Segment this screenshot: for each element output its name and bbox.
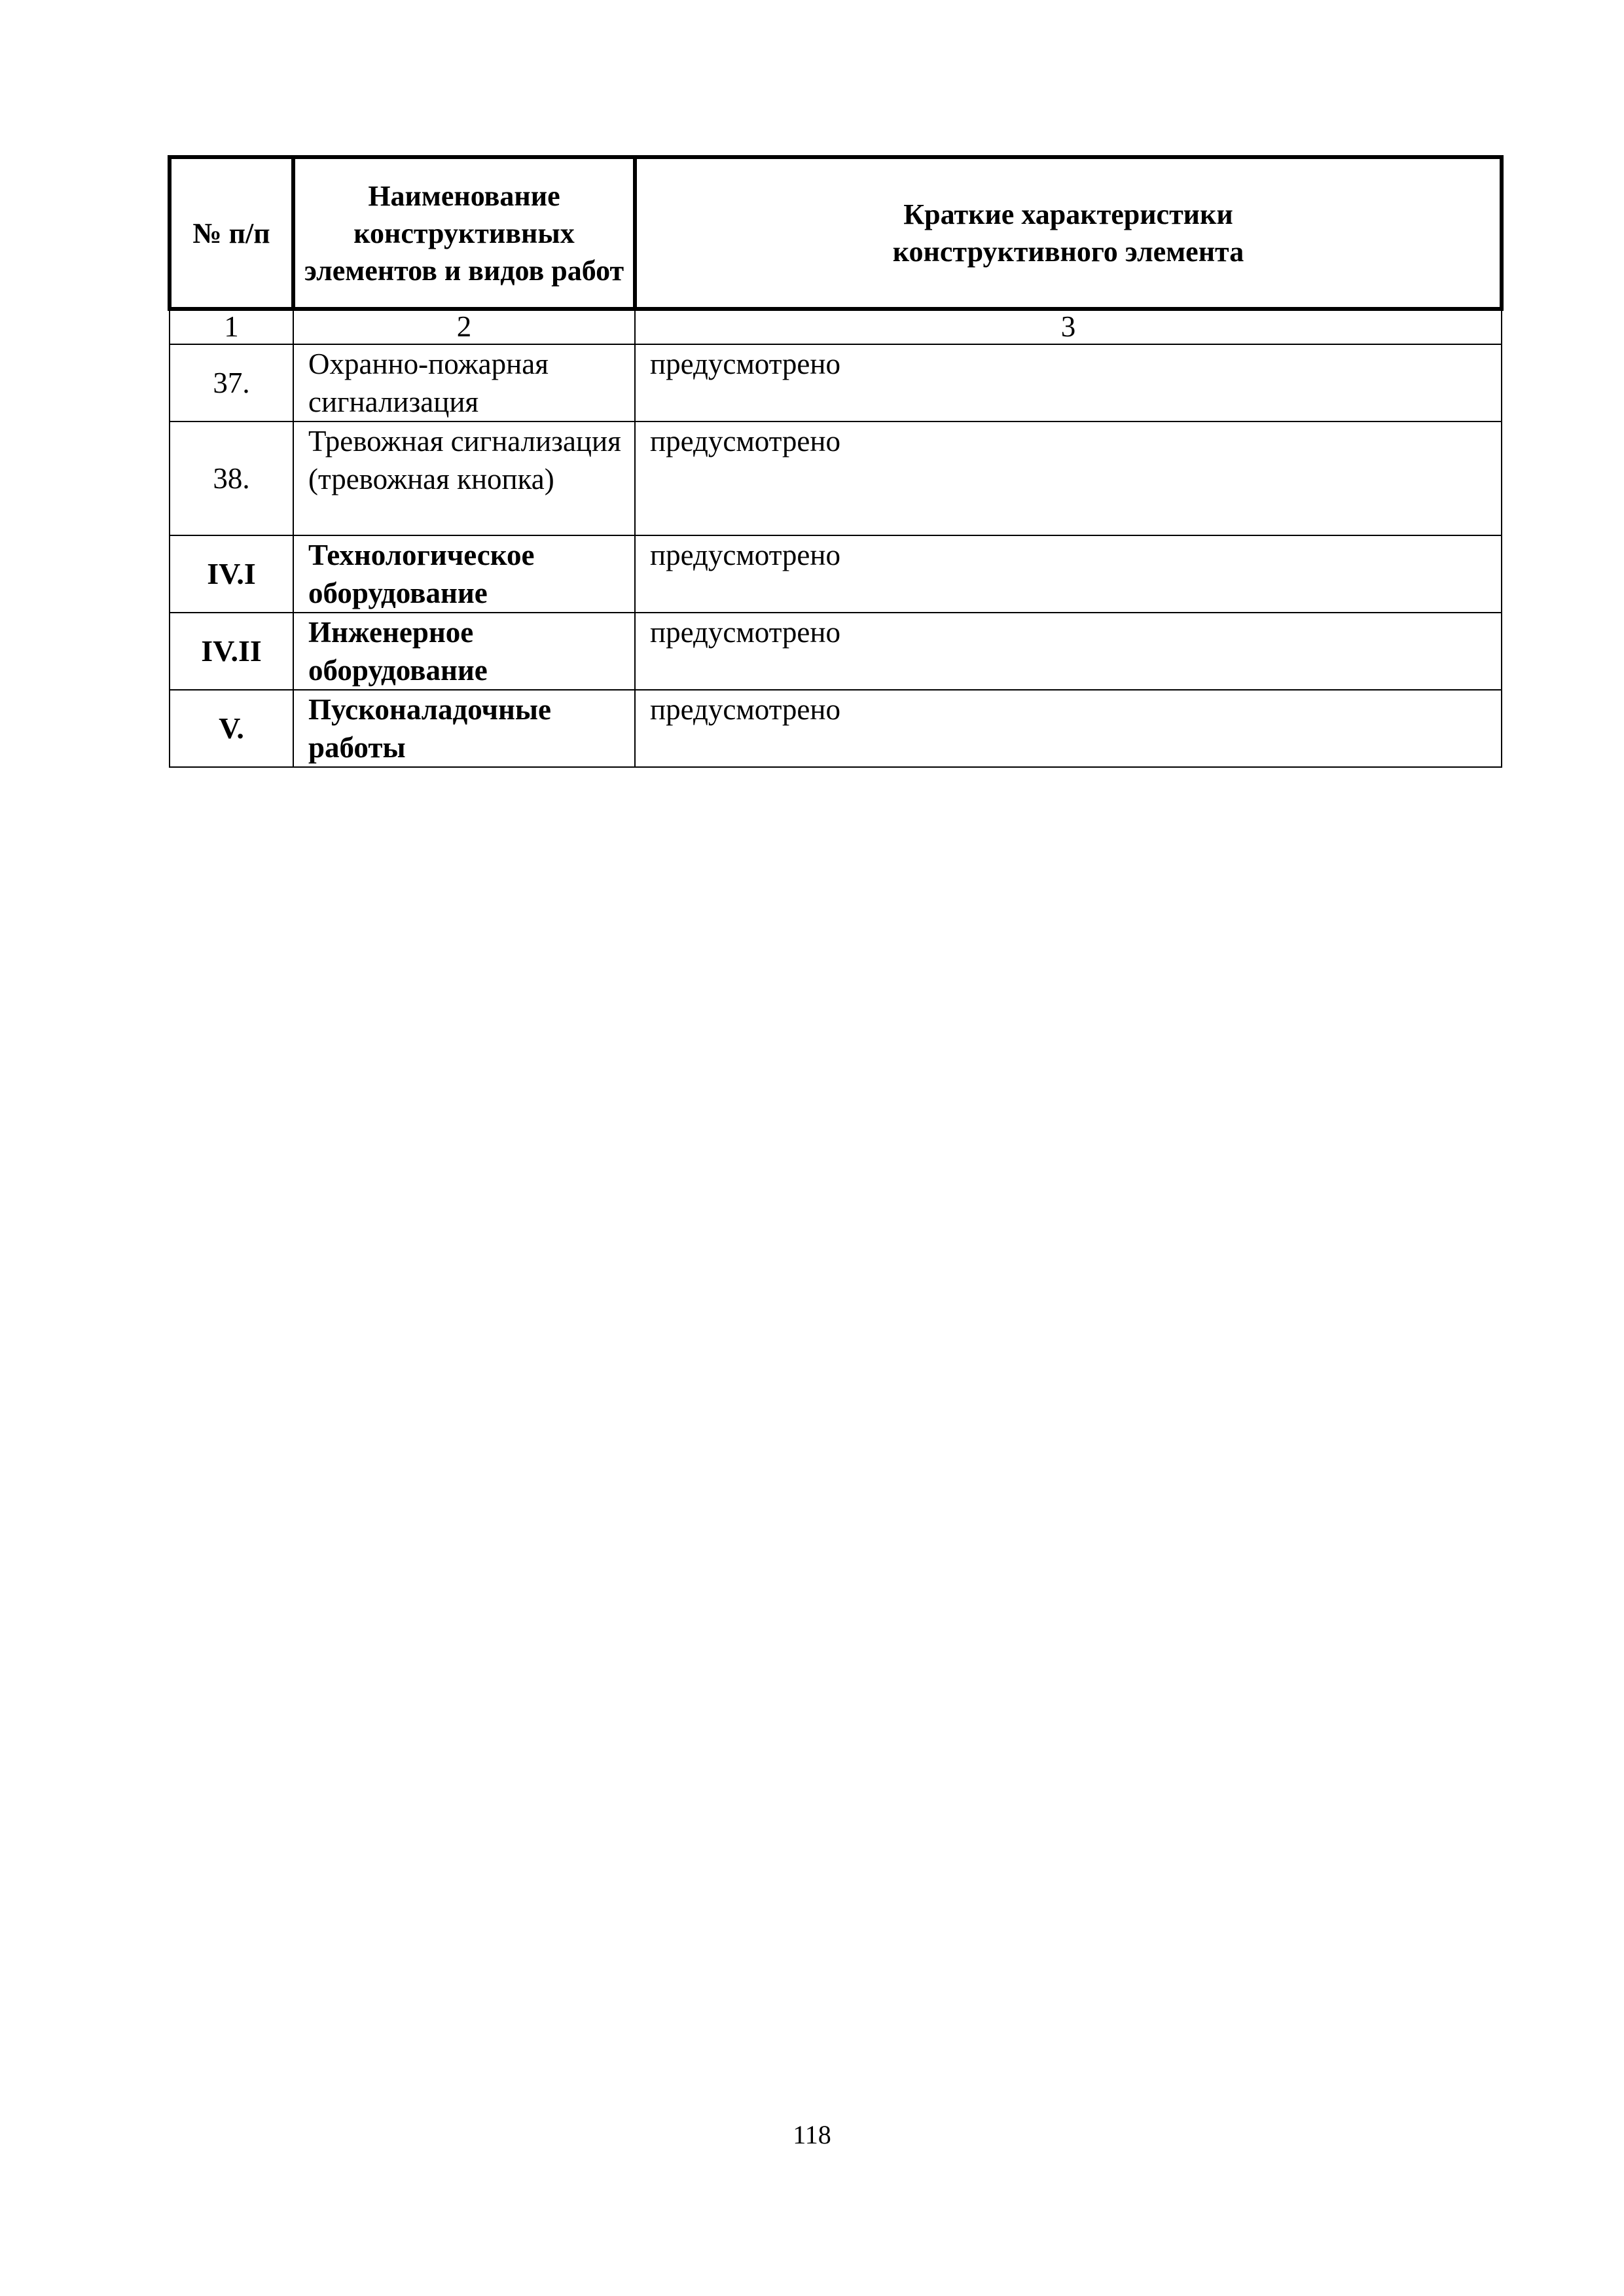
row-value: предусмотрено bbox=[635, 344, 1502, 422]
header-characteristics-line2: конструктивного элемента bbox=[892, 236, 1244, 268]
section-row bbox=[170, 613, 1502, 690]
table-row bbox=[170, 344, 1502, 422]
column-number-1: 1 bbox=[170, 309, 293, 344]
header-characteristics-cell bbox=[635, 157, 1502, 309]
header-characteristics-line1: Краткие характеристики bbox=[903, 198, 1233, 230]
header-number-cell: № п/п bbox=[170, 157, 293, 309]
row-name: Тревожная сигнализация (тревожная кнопка) bbox=[293, 422, 635, 535]
page-number: 118 bbox=[793, 2120, 831, 2149]
section-number: IV.II bbox=[170, 613, 293, 690]
section-name: Технологическое оборудование bbox=[293, 535, 635, 613]
row-value: предусмотрено bbox=[635, 613, 1502, 690]
section-number: IV.I bbox=[170, 535, 293, 613]
row-name: Охранно-пожарная сигнализация bbox=[293, 344, 635, 422]
specification-table bbox=[168, 155, 1504, 768]
row-value: предусмотрено bbox=[635, 422, 1502, 535]
row-value: предусмотрено bbox=[635, 690, 1502, 767]
table-row bbox=[170, 422, 1502, 535]
section-number: V. bbox=[170, 690, 293, 767]
column-number-3: 3 bbox=[635, 309, 1502, 344]
row-value: предусмотрено bbox=[635, 535, 1502, 613]
table-header-row bbox=[170, 157, 1502, 309]
section-name: Инженерное оборудование bbox=[293, 613, 635, 690]
column-number-row bbox=[170, 309, 1502, 344]
header-name-cell: Наименование конструктивных элементов и видов работ bbox=[293, 157, 635, 309]
section-row bbox=[170, 535, 1502, 613]
row-number: 38. bbox=[170, 422, 293, 535]
section-name: Пусконаладочные работы bbox=[293, 690, 635, 767]
row-number: 37. bbox=[170, 344, 293, 422]
column-number-2: 2 bbox=[293, 309, 635, 344]
section-row bbox=[170, 690, 1502, 767]
